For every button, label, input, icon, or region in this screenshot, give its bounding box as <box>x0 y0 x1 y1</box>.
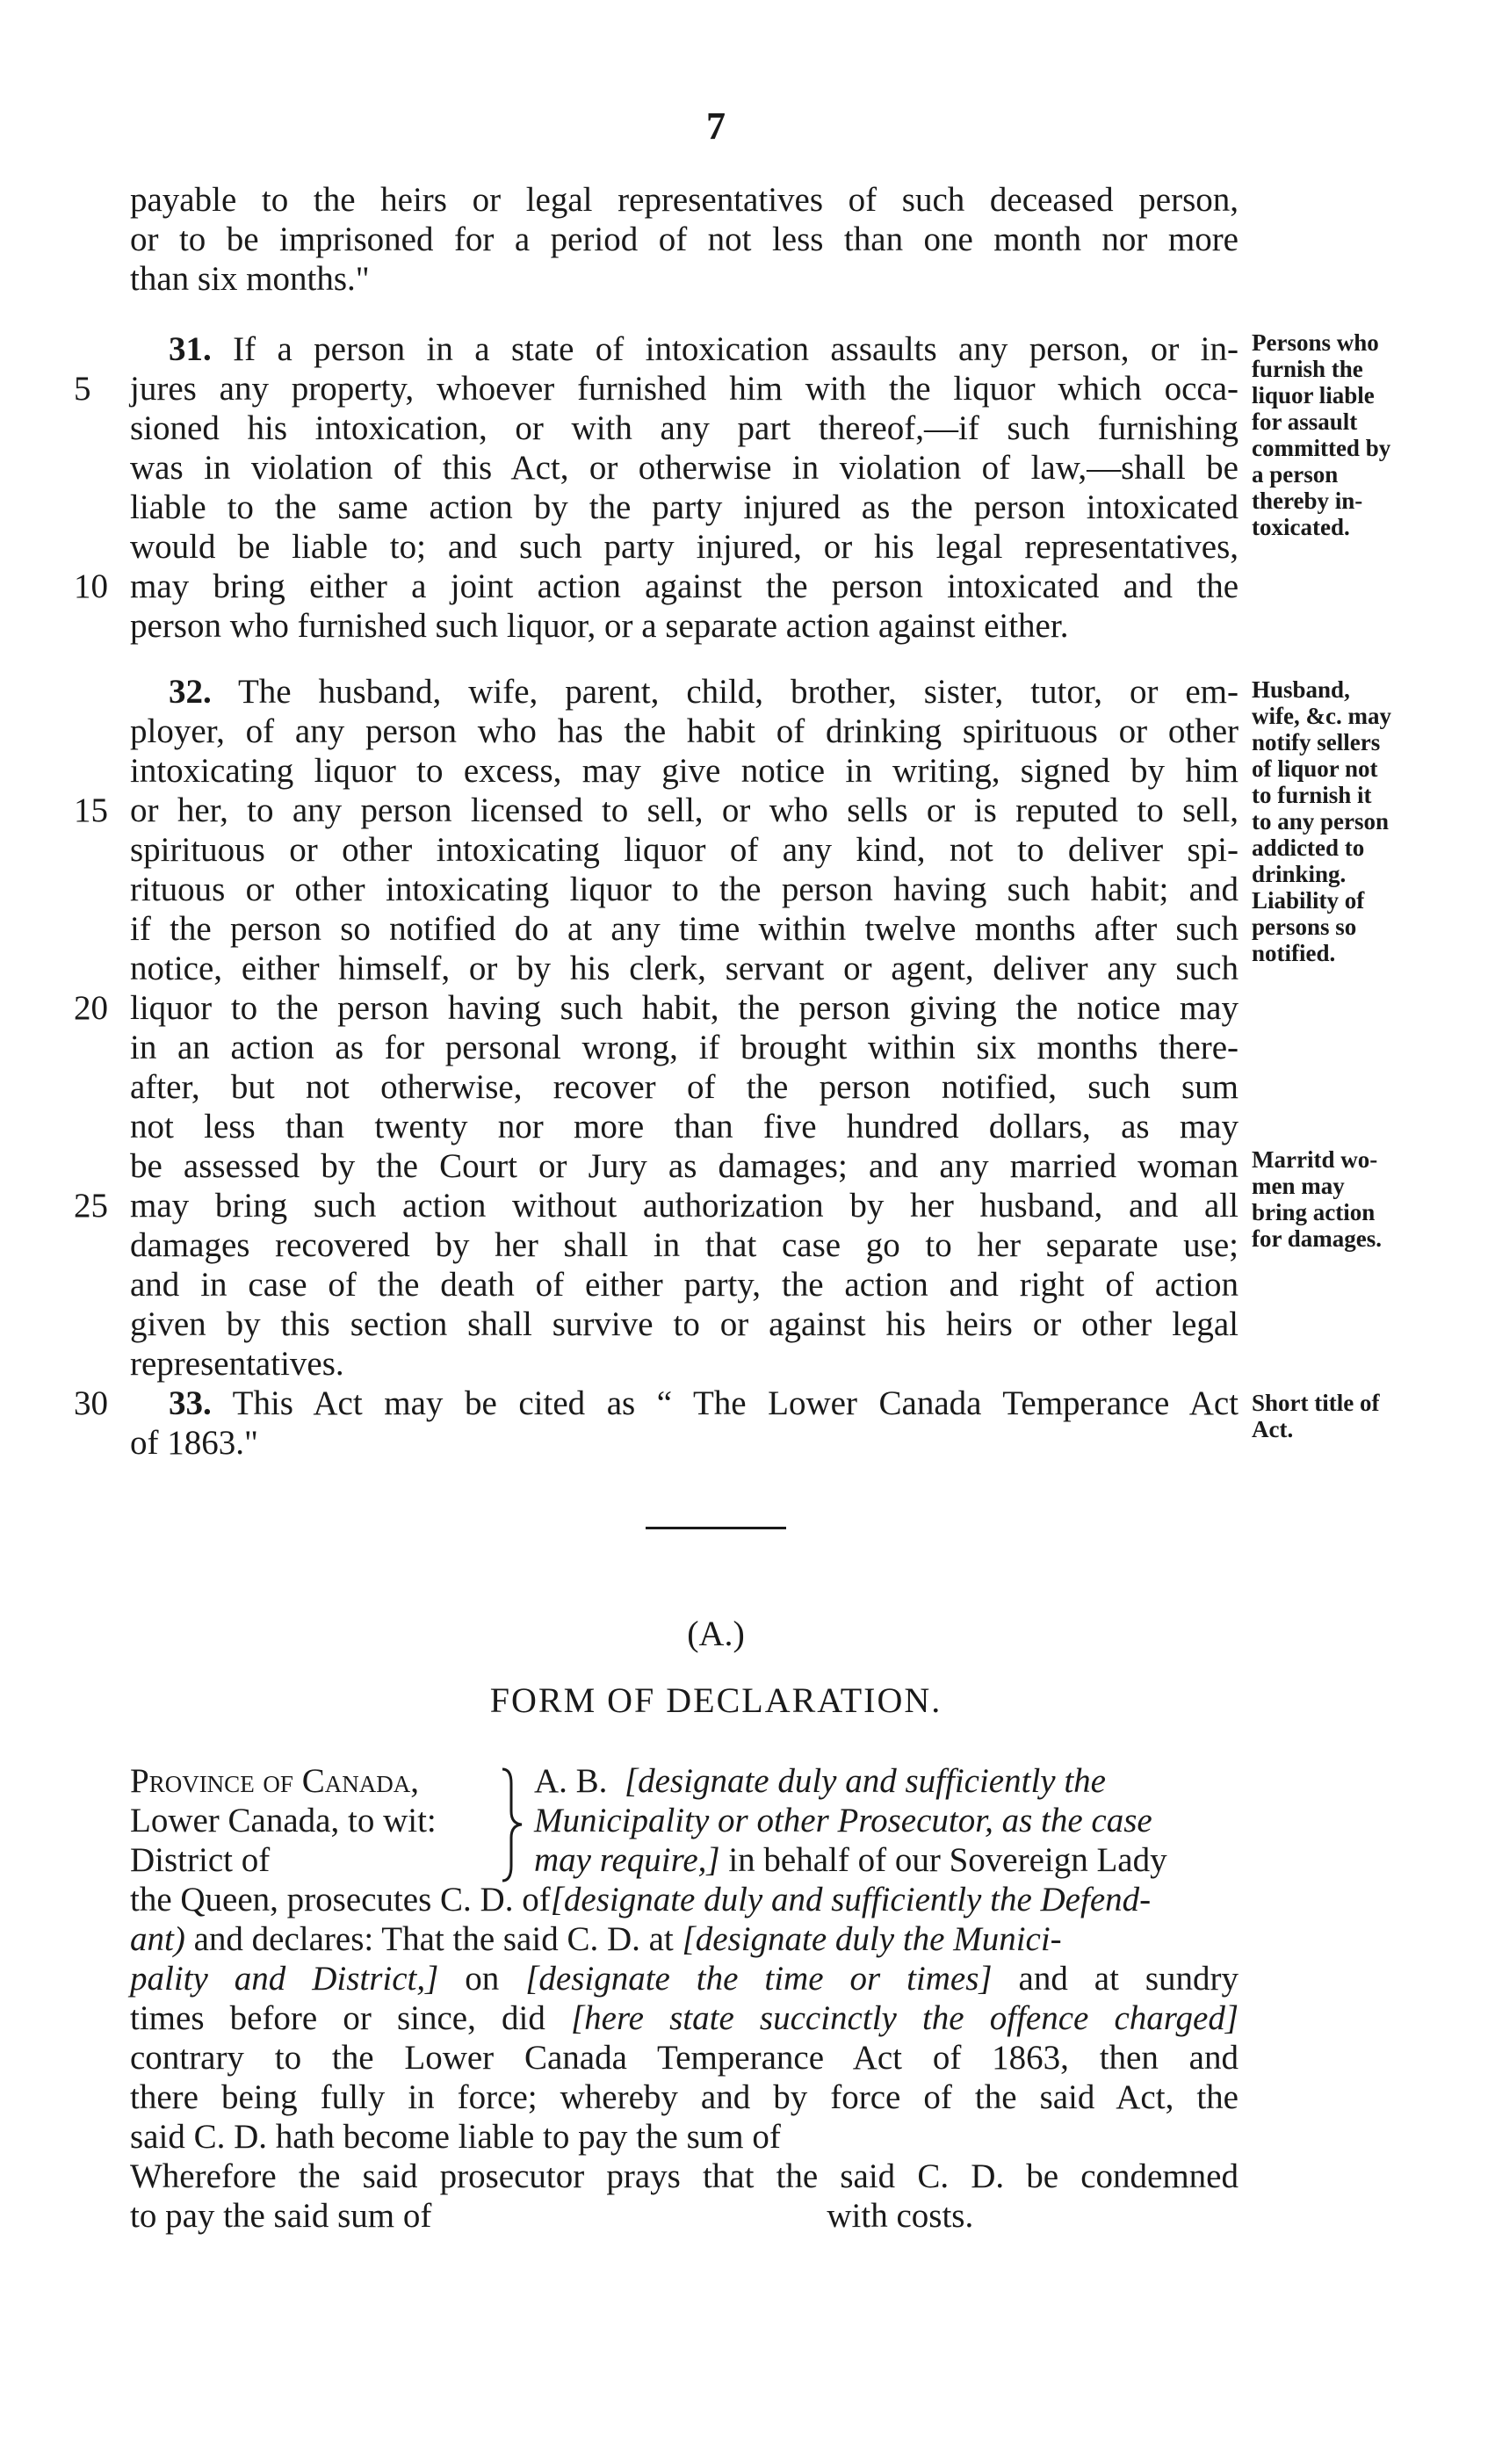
margin-line: thereby in- <box>1252 488 1363 514</box>
page-number: 7 <box>706 105 726 148</box>
form-instruction: [designate duly and sufficiently the <box>624 1762 1106 1800</box>
margin-note-33 <box>1252 1390 1489 1442</box>
line-text: and in case of the death of either party, the action and right of action <box>130 1266 1239 1304</box>
line-text: or her, to any person licensed to sell, or who sells or is reputed to sell, <box>130 791 1239 829</box>
line-text: not less than twenty nor more than five hundred dollars, as may <box>130 1108 1239 1145</box>
line-text: in an action as for personal wrong, if brought within six months there- <box>130 1029 1239 1066</box>
line-text: spirituous or other intoxicating liquor of any kind, not to deliver spi- <box>130 831 1239 869</box>
line-text: intoxicating liquor to excess, may give notice in writing, signed by him <box>130 752 1239 790</box>
text-line: Wherefore the said prosecutor prays that the said C. D. be condemned <box>130 2157 1239 2195</box>
form-district: District of <box>130 1841 271 1879</box>
form-lower-canada: Lower Canada, to wit: <box>130 1802 437 1839</box>
line-text: if the person so notified do at any time within twelve months after such <box>130 910 1239 948</box>
line-text: notice, either himself, or by his clerk, servant or agent, deliver any such <box>130 950 1239 987</box>
margin-note-31 <box>1252 329 1489 540</box>
text-line <box>74 369 1239 408</box>
section-33 <box>74 1384 1239 1463</box>
line-number: 10 <box>74 567 108 605</box>
text-line <box>74 988 1239 1028</box>
margin-line: Husband, <box>1252 676 1350 703</box>
text-line <box>130 1067 1239 1107</box>
line-text: representatives. <box>130 1345 344 1383</box>
line-text: liquor to the person having such habit, the person giving the notice may <box>130 989 1239 1027</box>
margin-line: committed by <box>1252 435 1391 461</box>
text-line: payable to the heirs or legal representatives of such deceased person, <box>130 181 1239 219</box>
section-31 <box>74 329 1239 646</box>
section-number: 31. <box>169 330 212 368</box>
text-line: said C. D. hath become liable to pay the sum of <box>130 2118 781 2156</box>
line-text: after, but not otherwise, recover of the person notified, such sum <box>130 1068 1239 1106</box>
text-line: and at sundry <box>1018 1960 1239 1998</box>
margin-line: persons so <box>1252 914 1357 940</box>
text-line <box>130 1146 1239 1186</box>
text-line <box>74 791 1239 830</box>
margin-line: a person <box>1252 461 1339 488</box>
text-line <box>130 1304 1239 1344</box>
text-line <box>130 1225 1239 1265</box>
form-caption-right <box>534 1761 1237 1880</box>
form-instruction: [designate duly and sufficiently the Defend- <box>550 1881 1152 1918</box>
section-32 <box>74 672 1239 1384</box>
schedule-title: FORM OF DECLARATION. <box>489 1680 942 1720</box>
form-province: Province of Canada, <box>130 1762 419 1800</box>
curly-brace <box>499 1766 525 1884</box>
margin-line: Persons who <box>1252 329 1379 356</box>
form-instruction: pality and District,] <box>130 1960 439 1998</box>
line-text: If a person in a state of intoxication assaults any person, or in- <box>233 330 1239 368</box>
line-number: 30 <box>74 1384 108 1422</box>
text-line: contrary to the Lower Canada Temperance Act of 1863, then and <box>130 2039 1239 2077</box>
line-text: given by this section shall survive to or against his heirs or other legal <box>130 1305 1239 1343</box>
text-line <box>130 1344 1239 1384</box>
line-number: 5 <box>74 370 91 408</box>
section-number: 32. <box>169 673 212 711</box>
form-instruction: may require,] <box>534 1841 720 1879</box>
line-text: The husband, wife, parent, child, brother, sister, tutor, or em- <box>237 673 1239 711</box>
margin-note-32-married-women <box>1252 1146 1489 1252</box>
text-line <box>130 408 1239 448</box>
line-number: 15 <box>74 791 108 829</box>
line-text: ployer, of any person who has the habit of drinking spirituous or other <box>130 712 1239 750</box>
prosecutor-initials: A. B. <box>534 1762 608 1800</box>
margin-line: bring action <box>1252 1199 1376 1225</box>
margin-line: toxicated. <box>1252 514 1350 540</box>
text-line <box>130 870 1239 909</box>
text-line: there being fully in force; whereby and by force of the said Act, the <box>130 2078 1239 2116</box>
margin-line: notified. <box>1252 940 1336 966</box>
text-line: times before or since, did <box>130 1999 545 2037</box>
text-line <box>130 830 1239 870</box>
line-text: jures any property, whoever furnished him with the liquor which occa- <box>130 370 1239 408</box>
text-line: than six months." <box>130 260 370 298</box>
margin-line: Marritd wo- <box>1252 1146 1378 1173</box>
margin-line: liquor liable <box>1252 382 1375 408</box>
text-line <box>130 488 1239 527</box>
form-instruction: ant) <box>130 1920 185 1958</box>
margin-note-32 <box>1252 676 1489 966</box>
form-instruction: Municipality or other Prosecutor, as the case <box>534 1802 1152 1839</box>
margin-line: Short title of <box>1252 1390 1380 1416</box>
margin-line: for assault <box>1252 408 1358 435</box>
margin-line: addicted to <box>1252 835 1365 861</box>
margin-line: men may <box>1252 1173 1345 1199</box>
section-number: 33. <box>169 1384 212 1422</box>
margin-line: furnish the <box>1252 356 1363 382</box>
text-line <box>130 949 1239 988</box>
form-instruction: [here state succinctly the offence charged] <box>570 1999 1239 2037</box>
continuation-paragraph <box>130 180 1239 299</box>
form-body <box>130 1880 1239 2236</box>
line-text: damages recovered by her shall in that case go to her separate use; <box>130 1226 1239 1264</box>
line-text: liable to the same action by the party injured as the person intoxicated <box>130 488 1239 526</box>
text-line <box>130 1265 1239 1304</box>
text-line <box>74 567 1239 606</box>
schedule-letter: (A.) <box>687 1614 745 1653</box>
text-line <box>74 1186 1239 1225</box>
section-divider-rule <box>646 1527 786 1529</box>
line-text: be assessed by the Court or Jury as damages; and any married woman <box>130 1147 1239 1185</box>
margin-line: wife, &c. may <box>1252 703 1391 729</box>
text-line <box>130 672 1239 712</box>
text-line <box>130 712 1239 751</box>
text-line <box>130 1028 1239 1067</box>
text-line: and declares: That the said C. D. at <box>193 1920 674 1958</box>
form-instruction: [designate the time or times] <box>525 1960 993 1998</box>
line-text: person who furnished such liquor, or a separate action against either. <box>130 607 1069 645</box>
text-line <box>130 606 1239 646</box>
margin-line: Liability of <box>1252 887 1365 914</box>
line-text: sioned his intoxication, or with any part thereof,—if such furnishing <box>130 409 1239 447</box>
form-caption-left <box>130 1761 437 1880</box>
line-text: may bring such action without authorization by her husband, and all <box>130 1187 1239 1225</box>
text-line <box>130 751 1239 791</box>
margin-line: to furnish it <box>1252 782 1372 808</box>
margin-line: notify sellers <box>1252 729 1381 755</box>
text-line: the Queen, prosecutes C. D. of <box>130 1881 551 1918</box>
line-text: would be liable to; and such party injured, or his legal representatives, <box>130 528 1239 566</box>
text-line: or to be imprisoned for a period of not less than one month nor more <box>130 220 1239 258</box>
line-text: may bring either a joint action against the person intoxicated and the <box>130 567 1239 605</box>
text-line <box>130 527 1239 567</box>
margin-line: for damages. <box>1252 1225 1382 1252</box>
text-line: This Act may be cited as “ The Lower Canada Temperance Act <box>232 1384 1239 1422</box>
text-line <box>130 329 1239 369</box>
text-line: on <box>465 1960 500 1998</box>
text-line: to pay the said sum of <box>130 2197 432 2235</box>
text-line <box>130 1107 1239 1146</box>
text-line <box>130 448 1239 488</box>
text-line: with costs. <box>827 2197 974 2235</box>
text-line: of 1863." <box>130 1424 258 1462</box>
margin-line: to any person <box>1252 808 1390 835</box>
text-line: in behalf of our Sovereign Lady <box>728 1841 1167 1879</box>
line-text: was in violation of this Act, or otherwise in violation of law,—shall be <box>130 449 1239 487</box>
text-line <box>130 909 1239 949</box>
margin-line: Act. <box>1252 1416 1294 1442</box>
margin-line: of liquor not <box>1252 755 1378 782</box>
form-instruction: [designate duly the Munici- <box>682 1920 1062 1958</box>
line-text: rituous or other intoxicating liquor to the person having such habit; and <box>130 871 1239 908</box>
line-number: 20 <box>74 989 108 1027</box>
margin-line: drinking. <box>1252 861 1347 887</box>
line-number: 25 <box>74 1187 108 1225</box>
